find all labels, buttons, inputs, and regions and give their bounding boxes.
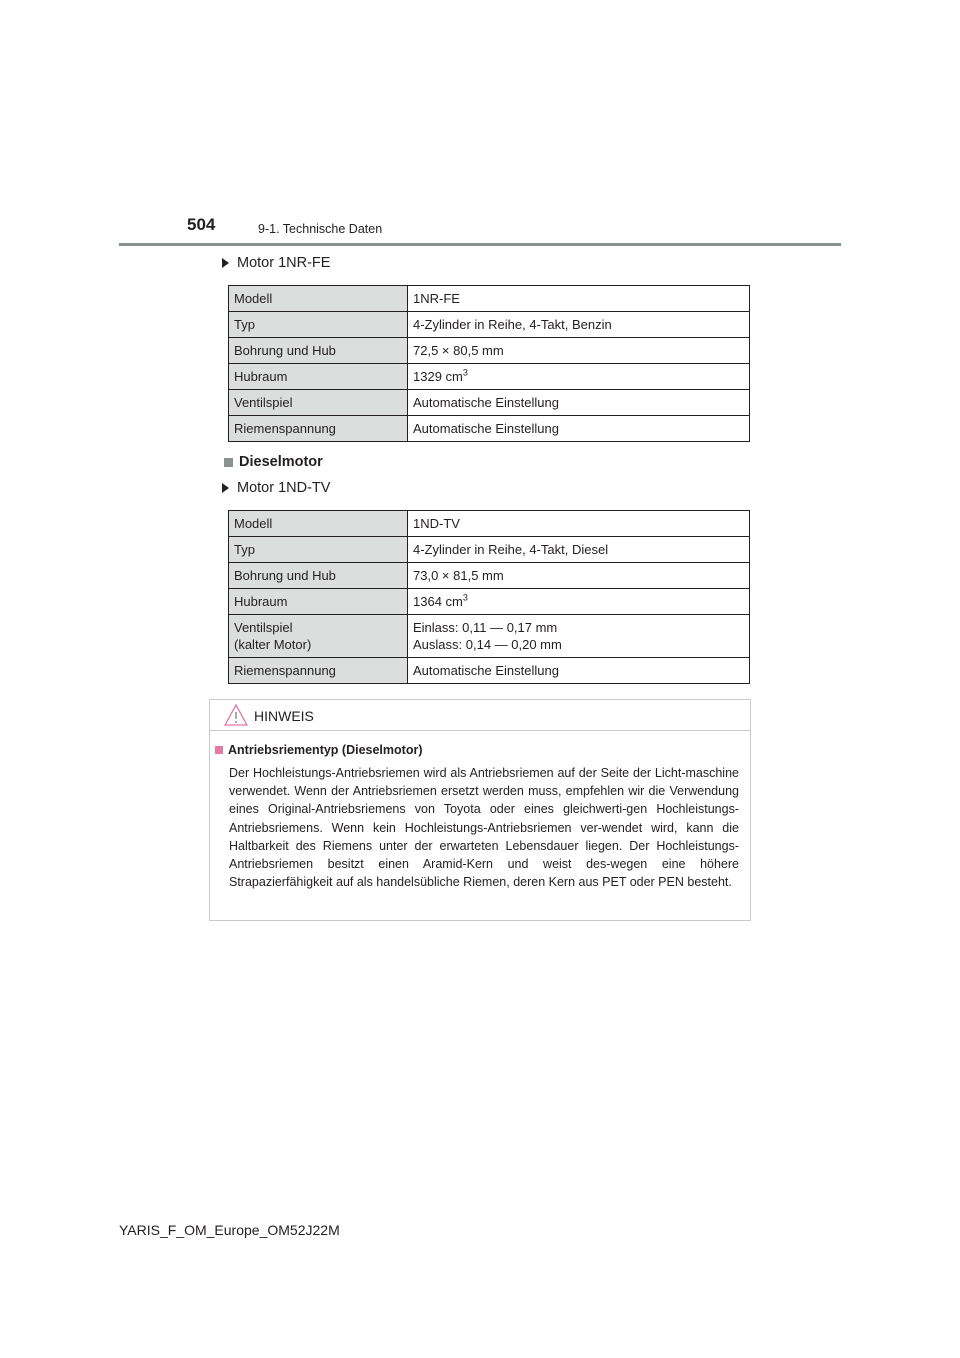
- spec-value: 73,0 × 81,5 mm: [408, 563, 750, 589]
- section-title: 9-1. Technische Daten: [258, 222, 383, 236]
- spec-value: 1NR-FE: [408, 286, 750, 312]
- table-row: [229, 563, 750, 589]
- table-row: [229, 364, 750, 390]
- spec-key: Hubraum: [229, 364, 408, 390]
- table-row: [229, 286, 750, 312]
- header-rule: [119, 243, 841, 246]
- page-number: 504: [187, 215, 216, 234]
- spec-key: Hubraum: [229, 589, 408, 615]
- spec-key: Bohrung und Hub: [229, 338, 408, 364]
- heading-diesel-label: Dieselmotor: [239, 454, 323, 470]
- displacement-value: 1329 cm: [413, 369, 463, 384]
- spec-key: Ventilspiel: [229, 390, 408, 416]
- superscript: 3: [462, 592, 468, 603]
- spec-value: 4-Zylinder in Reihe, 4-Takt, Diesel: [408, 537, 750, 563]
- spec-value: 4-Zylinder in Reihe, 4-Takt, Benzin: [408, 312, 750, 338]
- subheading-petrol-engine-label: Motor 1NR-FE: [237, 255, 331, 271]
- note-subheading: [215, 743, 422, 757]
- heading-diesel: [224, 454, 323, 470]
- note-subheading-label: Antriebsriementyp (Dieselmotor): [228, 743, 423, 757]
- spec-value: 1ND-TV: [408, 511, 750, 537]
- spec-key-line: Ventilspiel: [234, 620, 293, 635]
- spec-value: Automatische Einstellung: [408, 390, 750, 416]
- table-row: [229, 537, 750, 563]
- table-row: [229, 589, 750, 615]
- spec-table-diesel: [228, 510, 750, 684]
- spec-value-line: Einlass: 0,11 — 0,17 mm: [413, 620, 558, 635]
- table-row: [229, 338, 750, 364]
- spec-value: Automatische Einstellung: [408, 658, 750, 684]
- spec-value: [408, 364, 750, 390]
- table-row: [229, 658, 750, 684]
- spec-key: Modell: [229, 286, 408, 312]
- spec-key: Modell: [229, 511, 408, 537]
- warning-triangle-icon: [224, 704, 248, 726]
- subheading-diesel-engine: [222, 480, 330, 496]
- spec-value: Automatische Einstellung: [408, 416, 750, 442]
- spec-key: Typ: [229, 312, 408, 338]
- table-row: [229, 511, 750, 537]
- table-row: [229, 312, 750, 338]
- spec-key: Riemenspannung: [229, 416, 408, 442]
- note-header: [210, 700, 750, 731]
- spec-key: Bohrung und Hub: [229, 563, 408, 589]
- superscript: 3: [462, 367, 468, 378]
- spec-value: [408, 589, 750, 615]
- triangle-bullet-icon: [222, 258, 229, 268]
- spec-key: Typ: [229, 537, 408, 563]
- note-body: Der Hochleistungs-Antriebsriemen wird als Antriebsriemen auf der Seite der Licht-maschine verwendet. Wenn der Antriebsriemen ersetzt werden muss, empfehlen wir die Verwendung eines Original-Antriebsriemens von Toyota oder eines gleichwerti-gen Hochleistungs-Antriebsriemens. Wenn kein Hochleistungs-Antriebsriemen ver-wendet wird, kann die Haltbarkeit des Riemens unter der erwarteten Lebensdauer liegen. Der Hochleistungs-Antriebsriemen besitzt einen Aramid-Kern und weist des-wegen eine höhere Strapazierfähigkeit auf als handelsübliche Riemen, deren Kern aus PET oder PEN besteht.: [229, 766, 739, 890]
- note-title: HINWEIS: [254, 708, 314, 724]
- spec-key: [229, 615, 408, 658]
- spec-value: 72,5 × 80,5 mm: [408, 338, 750, 364]
- triangle-bullet-icon: [222, 483, 229, 493]
- table-row: [229, 416, 750, 442]
- footer-document-id: YARIS_F_OM_Europe_OM52J22M: [119, 1222, 340, 1238]
- table-row: [229, 615, 750, 658]
- spec-key-line: (kalter Motor): [234, 637, 312, 652]
- spec-table-petrol: [228, 285, 750, 442]
- square-bullet-icon: [224, 458, 233, 467]
- spec-value-line: Auslass: 0,14 — 0,20 mm: [413, 637, 562, 652]
- subheading-diesel-engine-label: Motor 1ND-TV: [237, 480, 331, 496]
- table-row: [229, 390, 750, 416]
- spec-key: Riemenspannung: [229, 658, 408, 684]
- note-box: [209, 699, 751, 921]
- subheading-petrol-engine: [222, 255, 330, 271]
- spec-value: [408, 615, 750, 658]
- displacement-value: 1364 cm: [413, 594, 463, 609]
- square-bullet-icon: [215, 746, 223, 754]
